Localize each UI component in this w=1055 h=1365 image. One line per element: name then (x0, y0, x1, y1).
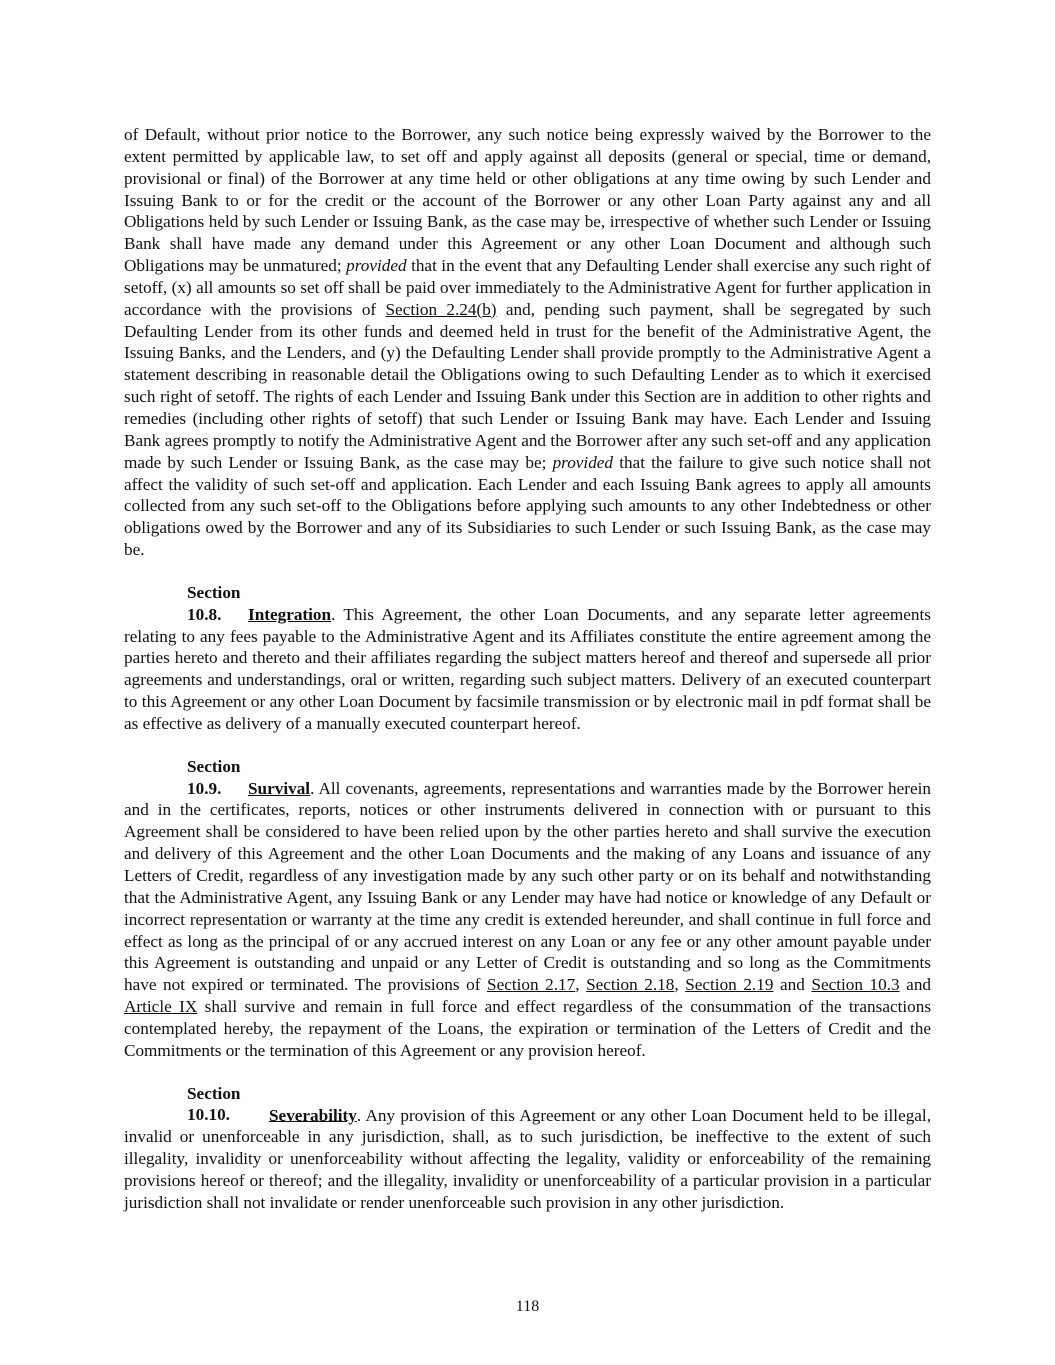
separator-text: and (773, 975, 812, 995)
continuation-text-2: that in the event that any Defaulting Lender shall exercise any such right of setoff, (x) all amounts so set off shall be paid over immediately to the Administrative Agent for further application in accordance with the provisions of (124, 256, 931, 319)
provided-emphasis: provided (552, 452, 614, 472)
section-reference-10-3[interactable]: Section 10.3 (811, 975, 900, 995)
section-body-continued: shall survive and remain in full force and effect regardless of the consummation of the transactions contemplated hereby, the repayment of the Loans, the expiration or termination of the Letters of Credit and the Commitments or the termination of this Agreement or any provision hereof. (124, 997, 932, 1060)
section-10-10-paragraph (124, 1083, 931, 1214)
section-title: Severability (269, 1105, 357, 1125)
section-reference-2-18[interactable]: Section 2.18 (586, 975, 675, 995)
section-10-8-paragraph (124, 582, 931, 735)
section-body: . This Agreement, the other Loan Documents, and any separate letter agreements relating to any fees payable to the Administrative Agent and its Affiliates constitute the entire agreement among the parties hereto and thereto and their affiliates regarding the subject matters hereof and thereof and supersede all prior agreements and understandings, oral or written, regarding such subject matters. Delivery of an executed counterpart to this Agreement or any other Loan Document by facsimile transmission or by electronic mail in pdf format shall be as effective as delivery of a manually executed counterpart hereof. (124, 604, 931, 733)
article-reference-ix[interactable]: Article IX (124, 997, 198, 1017)
document-page (124, 124, 931, 1214)
section-title: Integration (248, 604, 332, 624)
provided-emphasis: provided (346, 256, 407, 276)
separator-text: , (674, 975, 686, 995)
section-reference-2-17[interactable]: Section 2.17 (487, 975, 576, 995)
continuation-text-3: and, pending such payment, shall be segregated by such Defaulting Lender from its other funds and deemed held in trust for the benefit of the Administrative Agent, the Issuing Banks, and the Lenders, and (y) the Defaulting Lender shall provide promptly to the Administrative Agent a statement describing in reasonable detail the Obligations owing to such Defaulting Lender as to which it exercised such right of setoff. The rights of each Lender and Issuing Bank under this Section are in addition to other rights and remedies (including other rights of setoff) that such Lender or Issuing Bank may have. Each Lender and Issuing Bank agrees promptly to notify the Administrative Agent and the Borrower after any such set-off and any application made by such Lender or Issuing Bank, as the case may be; (124, 299, 931, 472)
section-body: . All covenants, agreements, representations and warranties made by the Borrower herein and in the certificates, reports, notices or other instruments delivered in connection with or pursuant to this Agreement shall be considered to have been relied upon by the other parties hereto and shall survive the execution and delivery of this Agreement and the other Loan Documents and the making of any Loans and issuance of any Letters of Credit, regardless of any investigation made by any such other party or on its behalf and notwithstanding that the Administrative Agent, any Issuing Bank or any Lender may have had notice or knowledge of any Default or incorrect representation or warranty at the time any credit is extended hereunder, and shall continue in full force and effect as long as the principal of or any accrued interest on any Loan or any fee or any other amount payable under this Agreement is outstanding and unpaid or any Letter of Credit is outstanding and so long as the Commitments have not expired or terminated. The provisions of (124, 778, 931, 995)
separator-text: , (575, 975, 587, 995)
continuation-paragraph (124, 124, 931, 561)
page-number: 118 (515, 1298, 540, 1315)
section-number: Section 10.10. (187, 1083, 241, 1125)
section-number: Section 10.9. (187, 756, 241, 798)
section-body: . Any provision of this Agreement or any other Loan Document held to be illegal, invalid or unenforceable in any jurisdiction, shall, as to such jurisdiction, be ineffective to the extent of such illegality, invalidity or unenforceability without affecting the legality, validity or enforceability of the remaining provisions hereof or thereof; and the illegality, invalidity or unenforceability of a particular provision in a particular jurisdiction shall not invalidate or render unenforceable such provision in any other jurisdiction. (124, 1105, 931, 1212)
section-reference-2-19[interactable]: Section 2.19 (685, 975, 774, 995)
section-title: Survival (248, 778, 311, 798)
section-number: Section 10.8. (187, 582, 241, 624)
separator-text: and (899, 975, 932, 995)
continuation-text-1: of Default, without prior notice to the Borrower, any such notice being expressly waived by the Borrower to the extent permitted by applicable law, to set off and apply against all deposits (general or special, time or demand, provisional or final) of the Borrower at any time held or other obligations at any time owing by such Lender and Issuing Bank to or for the credit or the account of the Borrower or any other Loan Party against any and all Obligations held by such Lender or Issuing Bank, as the case may be, irrespective of whether such Lender or Issuing Bank shall have made any demand under this Agreement or any other Loan Document and although such Obligations may be unmatured; (124, 125, 931, 276)
section-10-9-paragraph (124, 756, 931, 1062)
continuation-text-4: that the failure to give such notice shall not affect the validity of such set-off and application. Each Lender and each Issuing Bank agrees to apply all amounts collected from any such set-off to the Obligations before applying such amounts to any other Indebtedness or other obligations owed by the Borrower and any of its Subsidiaries to such Lender or such Issuing Bank, as the case may be. (124, 452, 931, 560)
section-reference-2-24b[interactable]: Section 2.24(b) (385, 299, 497, 319)
